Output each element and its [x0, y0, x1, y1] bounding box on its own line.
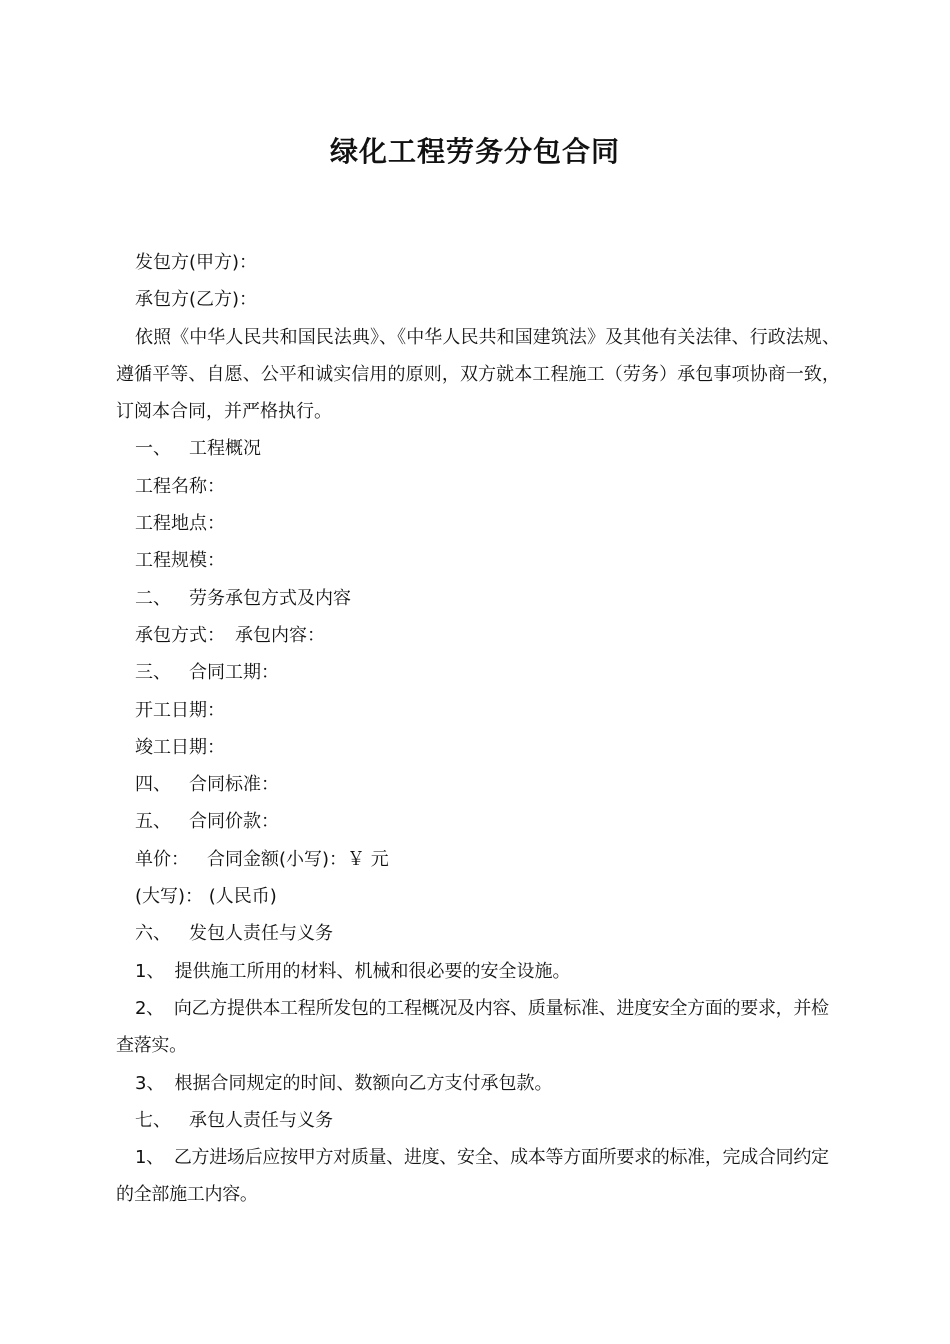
start-date-field: 开工日期：: [135, 699, 225, 721]
item-text: 向乙方提供本工程所发包的工程概况及内容、质量标准、进度安全方面的要求，并检查落实。: [116, 997, 829, 1057]
section-number: 五、: [135, 811, 171, 833]
contractor-duty-item: [116, 1139, 840, 1214]
contract-mode-field: 承包方式：: [135, 624, 225, 646]
section-heading-1: [116, 430, 840, 467]
party-a-line: 发包方(甲方)：: [135, 252, 258, 273]
contract-mode-line: [116, 617, 840, 654]
employer-duty-item: [116, 953, 840, 990]
unit-price-field: 单价：: [135, 848, 189, 870]
amount-capital-field: (大写)： (人民币): [135, 886, 277, 908]
document-title: 绿化工程劳务分包合同: [329, 135, 620, 168]
section-heading-7: [116, 1102, 840, 1139]
section-title: 工程概况: [189, 438, 261, 460]
section-title: 劳务承包方式及内容: [189, 587, 351, 609]
end-date-field: 竣工日期：: [135, 736, 225, 758]
section-heading-3: [116, 654, 840, 691]
price-line: [116, 841, 840, 878]
contract-content-field: 承包内容：: [235, 624, 325, 646]
item-text: 乙方进场后应按甲方对质量、进度、安全、成本等方面所要求的标准，完成合同约定的全部施工内容。: [116, 1147, 829, 1206]
section-title: 合同价款：: [189, 811, 279, 833]
item-number: 1、: [135, 1147, 164, 1169]
section-heading-2: [116, 580, 840, 617]
section-title: 承包人责任与义务: [189, 1109, 333, 1131]
section-title: 合同标准：: [189, 774, 279, 796]
project-site-field: 工程地点：: [135, 513, 225, 535]
section-title: 合同工期：: [189, 662, 279, 684]
section-number: 三、: [135, 662, 171, 684]
employer-duty-item: [116, 990, 840, 1065]
section-number: 七、: [135, 1109, 171, 1131]
section-heading-6: [116, 915, 840, 952]
section-heading-5: [116, 803, 840, 840]
section-number: 六、: [135, 923, 171, 945]
document-body: [116, 244, 840, 1214]
amount-small-field: 合同金额(小写)：￥ 元: [207, 848, 389, 870]
section-number: 四、: [135, 774, 171, 796]
item-number: 1、: [135, 960, 165, 982]
section-number: 一、: [135, 438, 171, 460]
section-number: 二、: [135, 587, 171, 609]
item-number: 3、: [135, 1072, 165, 1094]
section-heading-4: [116, 766, 840, 803]
preamble-paragraph: 依照《中华人民共和国民法典》、《中华人民共和国建筑法》及其他有关法律、行政法规、遵循平等、自愿、公平和诚实信用的原则，双方就本工程施工（劳务）承包事项协商一致，订阅本合同，并严格执行。: [116, 326, 840, 423]
item-text: 根据合同规定的时间、数额向乙方支付承包款。: [174, 1072, 553, 1094]
employer-duty-item: [116, 1065, 840, 1102]
section-title: 发包人责任与义务: [189, 923, 333, 945]
party-b-line: 承包方(乙方)：: [135, 289, 258, 311]
item-number: 2、: [135, 997, 164, 1019]
project-name-field: 工程名称：: [135, 475, 225, 497]
item-text: 提供施工所用的材料、机械和很必要的安全设施。: [174, 960, 571, 982]
project-scale-field: 工程规模：: [135, 550, 225, 572]
